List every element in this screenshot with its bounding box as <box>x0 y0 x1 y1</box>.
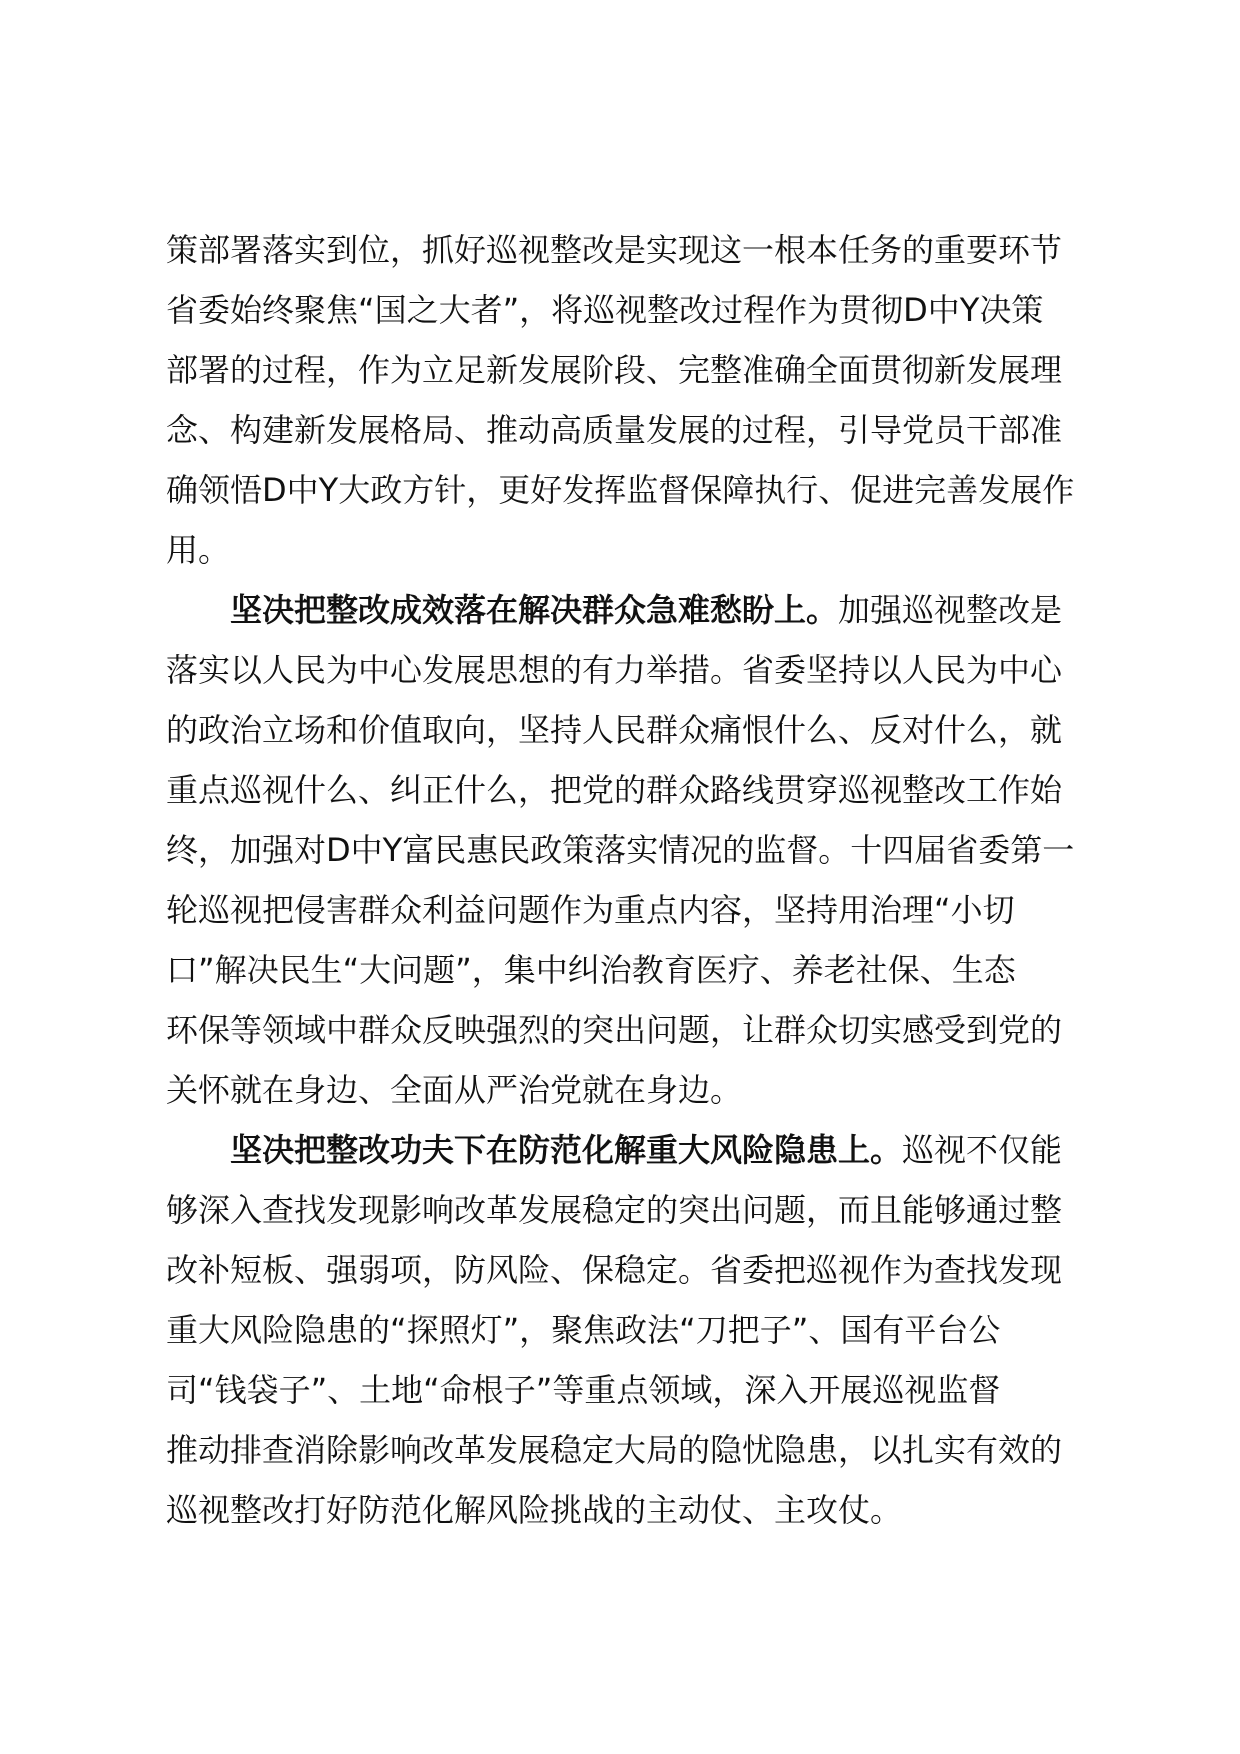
body-text <box>166 220 1126 1540</box>
paragraph-lead: 坚决把整改成效落在解决群众急难愁盼上。 <box>230 591 839 629</box>
text-line: 念、构建新发展格局、推动高质量发展的过程，引导党员干部准 <box>166 411 1063 449</box>
paragraph-first-rest: 加强巡视整改是 <box>838 591 1063 629</box>
paragraph-first-line <box>166 1120 1126 1180</box>
paragraph-1 <box>166 220 1126 580</box>
text-line: 轮巡视把侵害群众利益问题作为重点内容，坚持用治理“小切 <box>166 891 1015 929</box>
text-line: 用。 <box>166 531 231 569</box>
text-line: 终，加强对D中Y富民惠民政策落实情况的监督。十四届省委第一 <box>166 831 1075 869</box>
text-line: 改补短板、强弱项，防风险、保稳定。省委把巡视作为查找发现 <box>166 1251 1063 1289</box>
text-line: 口”解决民生“大问题”，集中纠治教育医疗、养老社保、生态 <box>166 951 1016 989</box>
paragraph-first-line <box>166 580 1126 640</box>
paragraph-2 <box>166 580 1126 1120</box>
text-line: 司“钱袋子”、土地“命根子”等重点领域，深入开展巡视监督 <box>166 1371 1001 1409</box>
text-line: 部署的过程，作为立足新发展阶段、完整准确全面贯彻新发展理 <box>166 351 1063 389</box>
text-line: 够深入查找发现影响改革发展稳定的突出问题，而且能够通过整 <box>166 1191 1063 1229</box>
text-line: 巡视整改打好防范化解风险挑战的主动仗、主攻仗。 <box>166 1491 903 1529</box>
text-line: 重大风险隐患的“探照灯”，聚焦政法“刀把子”、国有平台公 <box>166 1311 1001 1349</box>
paragraph-lead: 坚决把整改功夫下在防范化解重大风险隐患上。 <box>230 1131 903 1169</box>
text-line: 策部署落实到位，抓好巡视整改是实现这一根本任务的重要环节 <box>166 231 1063 269</box>
text-line: 确领悟D中Y大政方针，更好发挥监督保障执行、促进完善发展作 <box>166 471 1075 509</box>
paragraph-3 <box>166 1120 1126 1540</box>
text-line: 落实以人民为中心发展思想的有力举措。省委坚持以人民为中心 <box>166 651 1063 689</box>
text-line: 的政治立场和价值取向，坚持人民群众痛恨什么、反对什么，就 <box>166 711 1063 749</box>
text-line: 关怀就在身边、全面从严治党就在身边。 <box>166 1071 743 1109</box>
text-line: 重点巡视什么、纠正什么，把党的群众路线贯穿巡视整改工作始 <box>166 771 1063 809</box>
text-line: 省委始终聚焦“国之大者”，将巡视整改过程作为贯彻D中Y决策 <box>166 291 1044 329</box>
paragraph-first-rest: 巡视不仅能 <box>902 1131 1063 1169</box>
text-line: 环保等领域中群众反映强烈的突出问题，让群众切实感受到党的 <box>166 1011 1063 1049</box>
text-line: 推动排查消除影响改革发展稳定大局的隐忧隐患，以扎实有效的 <box>166 1431 1063 1469</box>
